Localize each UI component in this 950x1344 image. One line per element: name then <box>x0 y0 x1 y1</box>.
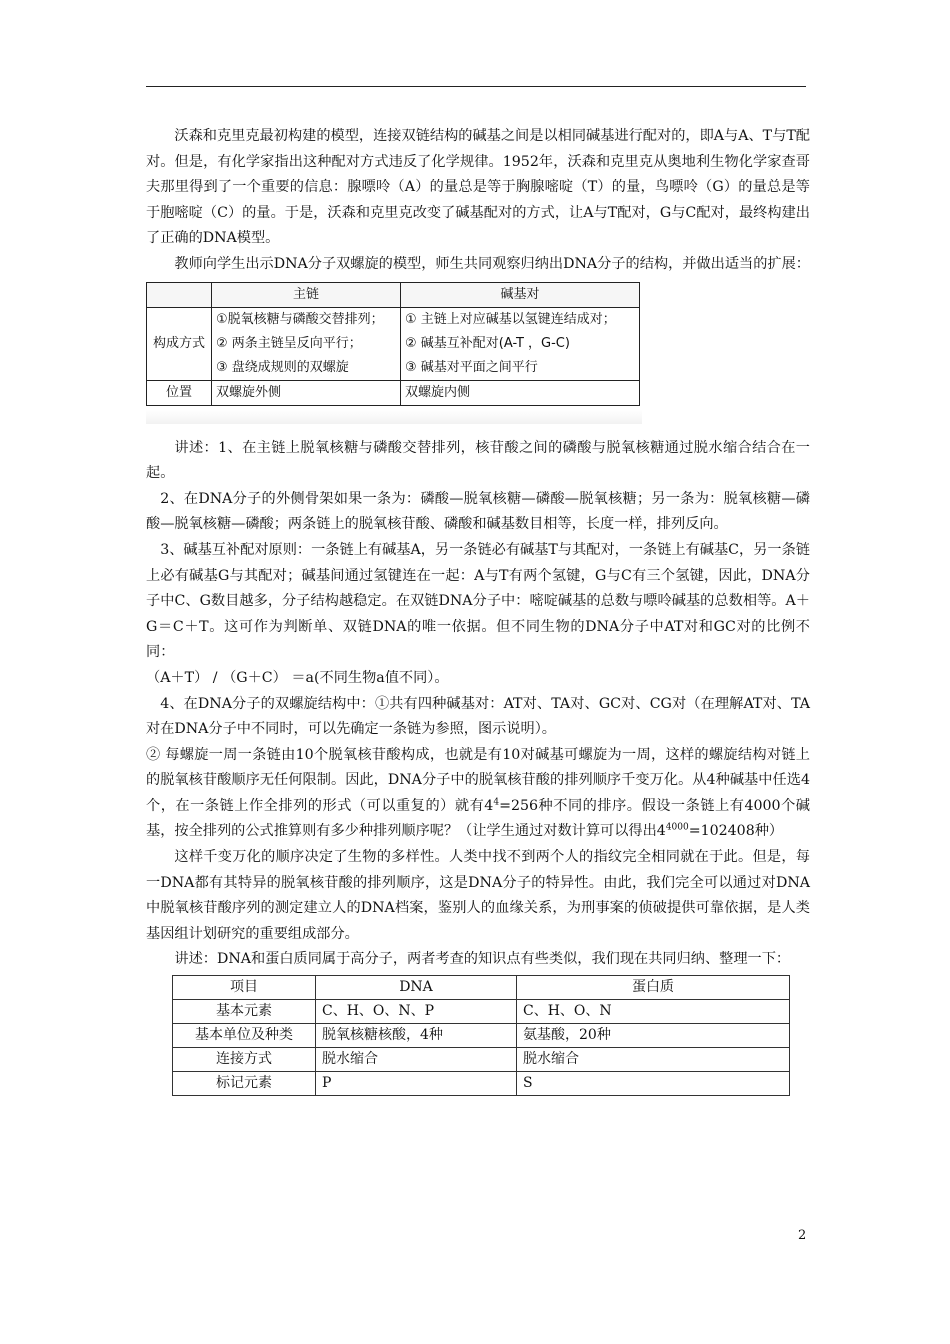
paragraph-summary-intro: 讲述：DNA和蛋白质同属于高分子，两者考查的知识点有些类似，我们现在共同归纳、整理一下： <box>174 951 791 968</box>
exponent-4000: 4000 <box>665 822 689 833</box>
dna-structure-table <box>146 282 640 406</box>
structure-header-base-pairs: 碱基对 <box>401 282 640 307</box>
paragraph-diversity: 这样千变万化的顺序决定了生物的多样性。人类中找不到两个人的指纹完全相同就在于此。但是，每一DNA都有其特异的脱氧核苷酸的排列顺序，这是DNA分子的特异性。由此，我们完全可以通过对DNA中脱氧核苷酸序列的测定建立人的DNA档案，鉴别人的血缘关系，为刑事案的侦破提供可靠依据，是人类基因组计划研究的重要组成部分。 <box>146 849 810 942</box>
compare-cell: 氨基酸，20种 <box>517 1024 790 1048</box>
main-chain-item: ③ 盘绕成规则的双螺旋 <box>216 359 349 375</box>
structure-base-pairs-cell <box>401 307 640 380</box>
compare-cell: 脱水缩合 <box>517 1048 790 1072</box>
table-row <box>173 1072 790 1096</box>
position-main-chain: 双螺旋外侧 <box>212 380 401 405</box>
ratio-formula: （A＋T） / （G＋C） ＝a(不同生物a值不同）。 <box>146 669 449 686</box>
compare-header-item: 项目 <box>173 976 316 1000</box>
structure-header-main-chain: 主链 <box>212 282 401 307</box>
structure-main-chain-cell <box>212 307 401 380</box>
point-4-sub-2 <box>146 743 810 845</box>
point-1: 讲述：1、在主链上脱氧核糖与磷酸交替排列，核苷酸之间的磷酸与脱氧核糖通过脱水缩合结合在一起。 <box>146 439 810 482</box>
structure-table-figure <box>146 282 642 424</box>
dna-protein-compare-table <box>172 975 790 1096</box>
compare-cell: C、H、O、N、P <box>316 1000 517 1024</box>
compare-cell: 脱水缩合 <box>316 1048 517 1072</box>
position-base-pairs: 双螺旋内侧 <box>401 380 640 405</box>
compare-cell: 标记元素 <box>173 1072 316 1096</box>
document-body <box>146 124 810 1096</box>
point-4-text-c: =102408种） <box>688 823 784 840</box>
compare-header-dna: DNA <box>316 976 517 1000</box>
compare-cell: 连接方式 <box>173 1048 316 1072</box>
main-chain-item: ② 两条主链呈反向平行； <box>216 335 362 351</box>
table-row <box>173 1024 790 1048</box>
header-rule <box>146 86 806 87</box>
compare-cell: 基本单位及种类 <box>173 1024 316 1048</box>
structure-header-empty <box>147 282 212 307</box>
compare-cell: P <box>316 1072 517 1096</box>
base-pair-item: ③ 碱基对平面之间平行 <box>405 359 538 375</box>
base-pair-item: ② 碱基互补配对(A-T ，G-C) <box>405 335 570 351</box>
paragraph-teacher-model: 教师向学生出示DNA分子双螺旋的模型，师生共同观察归纳出DNA分子的结构，并做出适当的扩展： <box>174 255 810 272</box>
point-4-text-b: =256种不同的排序。假设一条链上有4000个碱基，按全排列的公式推算则有多少种排列顺序呢？（让学生通过对数计算可以得出4 <box>146 797 810 840</box>
compare-cell: 基本元素 <box>173 1000 316 1024</box>
base-pair-item: ① 主链上对应碱基以氢键连结成对； <box>405 311 616 327</box>
paragraph-watson-crick: 沃森和克里克最初构建的模型，连接双链结构的碱基之间是以相同碱基进行配对的，即A与A、T与T配对。但是，有化学家指出这种配对方式违反了化学规律。1952年，沃森和克里克从奥地利生物化学家查哥夫那里得到了一个重要的信息：腺嘌呤（A）的量总是等于胸腺嘧啶（T）的量，鸟嘌呤（G）的量总是等于胞嘧啶（C）的量。于是，沃森和克里克改变了碱基配对的方式，让A与T配对，G与C配对，最终构建出了正确的DNA模型。 <box>146 128 810 247</box>
compare-cell: S <box>517 1072 790 1096</box>
point-4: 4、在DNA分子的双螺旋结构中：①共有四种碱基对：AT对、TA对、GC对、CG对（在理解AT对、TA对在DNA分子中不同时，可以先确定一条链为参照，图示说明）。 <box>146 695 810 738</box>
compare-cell: C、H、O、N <box>517 1000 790 1024</box>
point-4-text-a: ② 每螺旋一周一条链由10个脱氧核苷酸构成，也就是有10对碱基可螺旋为一周，这样的螺旋结构对链上的脱氧核苷酸顺序无任何限制。因此，DNA分子中的脱氧核苷酸的排列顺序千变万化。从4种碱基中任选4个，在一条链上作全排列的形式（可以重复的）就有4 <box>146 746 810 814</box>
page-number: 2 <box>798 1228 807 1243</box>
main-chain-item: ①脱氧核糖与磷酸交替排列； <box>216 311 384 327</box>
point-2: 2、在DNA分子的外侧骨架如果一条为：磷酸—脱氧核糖—磷酸—脱氧核糖；另一条为：脱氧核糖—磷酸—脱氧核糖—磷酸；两条链上的脱氧核苷酸、磷酸和碱基数目相等，长度一样，排列反向。 <box>146 490 810 533</box>
structure-row-label: 构成方式 <box>147 307 212 380</box>
position-label: 位置 <box>147 380 212 405</box>
compare-header-protein: 蛋白质 <box>517 976 790 1000</box>
table-row <box>173 1000 790 1024</box>
table-row <box>173 1048 790 1072</box>
point-3: 3、碱基互补配对原则：一条链上有碱基A，另一条链必有碱基T与其配对，一条链上有碱基C，另一条链上必有碱基G与其配对；碱基间通过氢键连在一起：A与T有两个氢键，G与C有三个氢键，因此，DNA分子中C、G数目越多，分子结构越稳定。在双链DNA分子中：嘧啶碱基的总数与嘌呤碱基的总数相等。A＋G＝C＋T。这可作为判断单、双链DNA的唯一依据。但不同生物的DNA分子中AT对和GC对的比例不同： <box>146 541 810 661</box>
compare-cell: 脱氧核糖核酸，4种 <box>316 1024 517 1048</box>
exponent-4: 4 <box>493 797 500 808</box>
